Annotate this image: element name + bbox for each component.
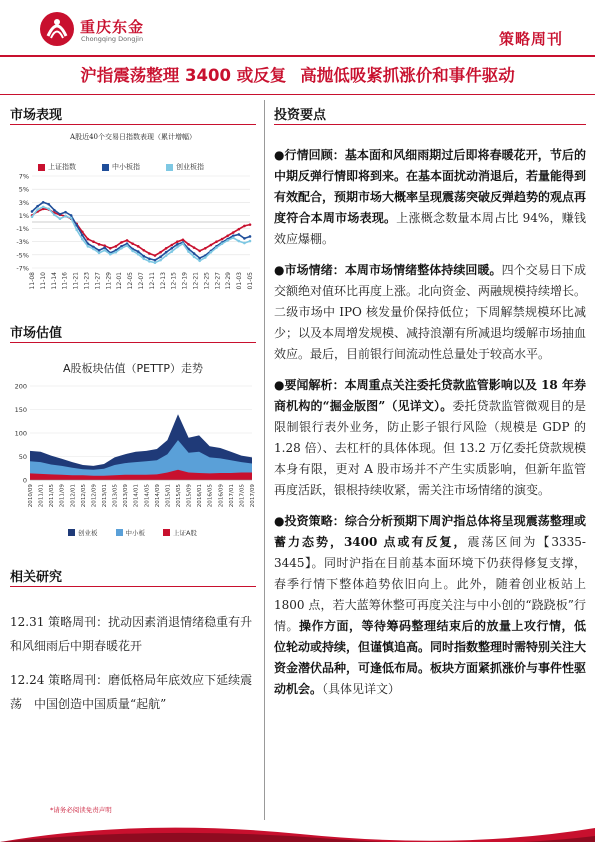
y-tick-label: 150 bbox=[14, 406, 27, 414]
data-point bbox=[210, 251, 213, 254]
paragraph-lead: ●投资策略：综合分析预期下周沪指总体将呈现震荡整理或蓄力态势，3400 点或有反复， bbox=[274, 514, 586, 549]
x-tick-label: 2017/09 bbox=[250, 484, 256, 508]
data-point bbox=[154, 259, 157, 262]
y-tick-label: -1% bbox=[16, 225, 29, 234]
company-subtitle: Chongqing Dongjin bbox=[81, 35, 144, 43]
x-tick-label: 2011/01 bbox=[38, 484, 45, 508]
paragraph-text: 震荡区间为【3335-3445】。同时沪指在目前基本面环境下仍获得修复支撑，春季行情下整体趋势依旧向上。此外，随着创业板站上 1800 点，若大蓝筹休整可再度关注与中小创的“跷跷板”行情。 bbox=[274, 535, 586, 633]
data-point bbox=[165, 247, 168, 250]
data-point bbox=[165, 254, 168, 257]
company-logo bbox=[38, 10, 178, 50]
data-point bbox=[170, 244, 173, 247]
data-point bbox=[193, 256, 196, 259]
data-point bbox=[159, 259, 162, 262]
market-performance-title: 市场表现 bbox=[10, 108, 63, 123]
x-tick-label: 2014/05 bbox=[144, 484, 151, 508]
series-line bbox=[32, 202, 250, 260]
related-research-title: 相关研究 bbox=[10, 570, 63, 585]
data-point bbox=[137, 253, 140, 256]
data-point bbox=[98, 252, 101, 255]
x-tick-label: 2014/01 bbox=[133, 484, 140, 508]
data-point bbox=[36, 205, 39, 208]
data-point bbox=[103, 246, 106, 249]
data-point bbox=[98, 243, 101, 246]
data-point bbox=[170, 247, 173, 250]
data-point bbox=[115, 245, 118, 248]
data-point bbox=[210, 244, 213, 247]
paragraph-note: （具体见详文） bbox=[322, 682, 401, 696]
headline-divider bbox=[0, 94, 595, 95]
disclaimer: *请务必阅读免责声明 bbox=[50, 806, 112, 814]
data-point bbox=[75, 229, 78, 232]
data-point bbox=[126, 244, 129, 247]
data-point bbox=[148, 258, 151, 261]
data-point bbox=[249, 240, 252, 243]
data-point bbox=[193, 252, 196, 255]
data-point bbox=[81, 234, 84, 237]
section-rule bbox=[10, 586, 256, 587]
data-point bbox=[137, 250, 140, 253]
y-tick-label: 50 bbox=[18, 453, 27, 461]
x-tick-label: 11-16 bbox=[61, 272, 69, 290]
x-tick-label: 12-25 bbox=[203, 272, 211, 290]
data-point bbox=[193, 246, 196, 249]
data-point bbox=[176, 246, 179, 249]
x-tick-label: 2015/09 bbox=[186, 484, 193, 508]
y-tick-label: 1% bbox=[18, 211, 29, 220]
index-performance-chart bbox=[8, 132, 258, 312]
data-point bbox=[120, 247, 123, 250]
data-point bbox=[198, 259, 201, 262]
legend-label: 创业板指 bbox=[176, 163, 204, 171]
y-tick-label: 0 bbox=[22, 476, 27, 485]
data-point bbox=[232, 236, 235, 239]
data-point bbox=[221, 238, 224, 241]
paragraph-emphasis: 操作方面，等待筹码整理结束后的放量上攻行情，低位轮动或持续，但谨慎追高。同时指数整理时需特别关注大资金潜伏品种，可逢低布局。板块方面紧抓涨价与事件性驱动机会。 bbox=[274, 619, 587, 696]
legend-item bbox=[68, 528, 98, 537]
x-tick-label: 2016/05 bbox=[207, 484, 214, 508]
paragraph-lead: ●市场情绪：本周市场情绪整体持续回暖。 bbox=[274, 263, 502, 277]
chart-title: A股板块估值（PETTP）走势 bbox=[63, 362, 203, 375]
paragraph-investment-strategy bbox=[274, 511, 586, 700]
legend-swatch bbox=[163, 529, 170, 536]
y-tick-label: -5% bbox=[16, 251, 29, 260]
x-tick-label: 2016/09 bbox=[218, 484, 225, 508]
data-point bbox=[187, 250, 190, 253]
market-valuation-title: 市场估值 bbox=[10, 326, 63, 341]
data-point bbox=[70, 217, 73, 220]
data-point bbox=[142, 258, 145, 261]
data-point bbox=[31, 215, 34, 218]
data-point bbox=[59, 217, 62, 220]
data-point bbox=[120, 241, 123, 244]
data-point bbox=[204, 256, 207, 259]
y-tick-label: -3% bbox=[16, 238, 29, 247]
x-tick-label: 11-29 bbox=[105, 272, 113, 290]
data-point bbox=[64, 211, 67, 214]
legend-item bbox=[163, 528, 197, 537]
investment-points-title: 投资要点 bbox=[274, 108, 327, 123]
y-tick-label: 3% bbox=[18, 198, 29, 207]
data-point bbox=[187, 243, 190, 246]
data-point bbox=[170, 250, 173, 253]
legend-item bbox=[166, 162, 204, 172]
data-point bbox=[47, 208, 50, 211]
data-point bbox=[204, 247, 207, 250]
x-tick-label: 2015/01 bbox=[165, 484, 172, 508]
data-point bbox=[215, 246, 218, 249]
legend-label: 中小板指 bbox=[112, 163, 140, 171]
column-divider bbox=[264, 100, 265, 820]
x-tick-label: 2017/05 bbox=[239, 484, 246, 508]
data-point bbox=[176, 243, 179, 246]
data-point bbox=[165, 251, 168, 254]
data-point bbox=[238, 233, 241, 236]
x-tick-label: 12-05 bbox=[127, 272, 135, 290]
legend-swatch bbox=[38, 164, 45, 171]
x-tick-label: 2013/01 bbox=[102, 484, 108, 508]
legend-swatch bbox=[166, 164, 173, 171]
data-point bbox=[92, 240, 95, 243]
y-tick-label: 5% bbox=[18, 185, 29, 194]
x-tick-label: 2015/05 bbox=[176, 484, 182, 508]
x-tick-label: 12-01 bbox=[116, 272, 124, 290]
y-tick-label: -7% bbox=[16, 264, 29, 273]
data-point bbox=[243, 237, 246, 240]
section-rule bbox=[274, 124, 586, 125]
data-point bbox=[249, 223, 252, 226]
company-name: 重庆东金 bbox=[80, 18, 145, 36]
x-tick-label: 12-15 bbox=[170, 272, 178, 290]
legend-swatch bbox=[116, 529, 123, 536]
data-point bbox=[154, 254, 157, 257]
legend-swatch bbox=[68, 529, 75, 536]
footer-decoration bbox=[0, 822, 595, 842]
x-tick-label: 12-27 bbox=[214, 272, 222, 290]
x-tick-label: 01-05 bbox=[247, 272, 254, 290]
header-divider bbox=[0, 55, 595, 57]
x-tick-label: 2012/01 bbox=[70, 484, 77, 508]
page-headline bbox=[0, 60, 595, 92]
paragraph-lead: ●要闻解析：本周重点关注委托贷款监管影响以及 18 年券商机构的“掘金版图”（见详文）。 bbox=[274, 378, 586, 413]
legend-swatch bbox=[102, 164, 109, 171]
data-point bbox=[243, 225, 246, 228]
x-tick-label: 2012/05 bbox=[80, 484, 87, 508]
paragraph-market-sentiment bbox=[274, 260, 586, 365]
headline-part-2: 高抛低吸紧抓涨价和事件驱动 bbox=[300, 66, 515, 85]
chart-plot-area bbox=[8, 172, 258, 312]
data-point bbox=[98, 249, 101, 252]
data-point bbox=[42, 201, 45, 204]
data-point bbox=[81, 238, 84, 241]
data-point bbox=[221, 242, 224, 245]
data-point bbox=[148, 252, 151, 255]
valuation-chart bbox=[8, 360, 258, 550]
data-point bbox=[36, 208, 39, 211]
y-tick-label: 100 bbox=[14, 429, 27, 438]
x-tick-label: 11-27 bbox=[94, 272, 102, 290]
data-point bbox=[159, 251, 162, 254]
x-tick-label: 12-29 bbox=[225, 272, 233, 290]
data-point bbox=[103, 249, 106, 252]
x-tick-label: 2013/05 bbox=[112, 484, 119, 508]
investment-points-body bbox=[274, 145, 586, 710]
x-tick-label: 2011/05 bbox=[49, 484, 56, 508]
x-tick-label: 11-10 bbox=[39, 272, 47, 290]
x-tick-label: 2011/09 bbox=[59, 484, 66, 508]
data-point bbox=[70, 214, 73, 217]
data-point bbox=[42, 206, 45, 209]
paragraph-text: 委托贷款监管微观目的是限制银行表外业务，防止影子银行风险（规模是 GDP 的 1.28 倍）、去杠杆的具体体现。但 13.2 万亿委托贷款规模本身有限，更对 A 股市场并不产生实质影响，但新年监管再度活跃，银根持续收紧，需关注市场情绪的演变。 bbox=[274, 399, 586, 497]
data-point bbox=[154, 261, 157, 264]
legend-item bbox=[102, 162, 140, 172]
data-point bbox=[87, 238, 90, 241]
data-point bbox=[47, 203, 50, 206]
x-tick-label: 12-07 bbox=[138, 272, 145, 290]
headline-part-1: 沪指震荡整理 3400 或反复 bbox=[80, 66, 287, 85]
x-tick-label: 12-11 bbox=[148, 272, 156, 290]
paragraph-text: 上涨概念数量本周占比 94%，赚钱效应爆棚。 bbox=[274, 211, 586, 246]
data-point bbox=[131, 250, 134, 253]
legend-label: 中小板 bbox=[125, 529, 145, 537]
data-point bbox=[109, 247, 112, 250]
x-tick-label: 11-21 bbox=[72, 272, 80, 290]
data-point bbox=[53, 213, 56, 216]
data-point bbox=[59, 213, 62, 216]
x-tick-label: 2014/09 bbox=[154, 484, 161, 508]
data-point bbox=[215, 240, 218, 243]
chart-plot-area bbox=[8, 380, 258, 530]
data-point bbox=[182, 238, 185, 241]
data-point bbox=[53, 209, 56, 212]
x-tick-label: 12-21 bbox=[192, 272, 200, 290]
x-tick-label: 12-19 bbox=[181, 272, 189, 290]
y-tick-label: 200 bbox=[14, 382, 27, 391]
paragraph-market-review bbox=[274, 145, 586, 250]
data-point bbox=[115, 251, 118, 254]
chart-title: A股近40个交易日指数表现（累计增幅） bbox=[70, 133, 196, 141]
data-point bbox=[137, 245, 140, 248]
x-tick-label: 2017/01 bbox=[228, 484, 235, 508]
x-tick-label: 11-08 bbox=[29, 272, 36, 290]
data-point bbox=[109, 253, 112, 256]
legend-item bbox=[38, 162, 76, 172]
legend-label: 上证A股 bbox=[173, 529, 197, 537]
legend-label: 上证指数 bbox=[48, 163, 76, 171]
data-point bbox=[64, 215, 67, 218]
data-point bbox=[148, 260, 151, 263]
company-logo-icon bbox=[38, 10, 76, 48]
data-point bbox=[232, 231, 235, 234]
data-point bbox=[238, 228, 241, 231]
data-point bbox=[243, 242, 246, 245]
x-tick-label: 2013/09 bbox=[123, 484, 130, 508]
data-point bbox=[226, 239, 229, 242]
section-rule bbox=[10, 124, 256, 125]
paragraph-text: 四个交易日下成交额绝对值环比再度上涨。北向资金、两融规模持续增长。二级市场中 IPO 核发量价保持低位；下周解禁规模环比减少；以及本周增发规模、减持浪潮有所减退均缓解市场抽血效应。最后，目前银行间流动性总量处于较高水平。 bbox=[274, 263, 587, 361]
data-point bbox=[31, 210, 34, 213]
x-tick-label: 2012/09 bbox=[91, 484, 98, 508]
data-point bbox=[87, 245, 90, 248]
x-tick-label: 12-13 bbox=[159, 272, 167, 290]
x-tick-label: 11-23 bbox=[83, 272, 91, 290]
section-rule bbox=[10, 342, 256, 343]
data-point bbox=[182, 242, 185, 245]
data-point bbox=[176, 240, 179, 243]
research-link[interactable]: 12.24 策略周刊：磨低格局年底效应下延续震荡 中国创造中国质量“起航” bbox=[10, 673, 253, 711]
research-link[interactable]: 12.31 策略周刊：扰动因素消退情绪稳重有升 和风细雨后中期春暖花开 bbox=[10, 615, 265, 653]
data-point bbox=[159, 256, 162, 259]
x-tick-label: 2010/09 bbox=[28, 484, 34, 508]
data-point bbox=[92, 248, 95, 251]
x-tick-label: 01-03 bbox=[236, 272, 244, 290]
data-point bbox=[198, 250, 201, 253]
data-point bbox=[238, 240, 241, 243]
x-tick-label: 11-14 bbox=[50, 272, 58, 290]
data-point bbox=[131, 242, 134, 245]
legend-label: 创业板 bbox=[78, 529, 98, 537]
chart-legend bbox=[38, 162, 204, 172]
related-research-list bbox=[10, 610, 265, 726]
legend-item bbox=[116, 528, 146, 537]
paragraph-lead: ●行情回顾：基本面和风细雨期过后即将春暖花开，节后的中期反弹行情即将到来。在基本面扰动消退后，若量能得到有效配合，预期市场大概率呈现震荡突破反弹趋势的观点再度符合本周市场表现。 bbox=[274, 148, 587, 225]
x-tick-label: 2016/01 bbox=[197, 484, 204, 508]
paragraph-news-analysis bbox=[274, 375, 586, 501]
data-point bbox=[249, 235, 252, 238]
report-type: 策略周刊 bbox=[498, 30, 563, 48]
y-tick-label: 7% bbox=[18, 172, 29, 181]
data-point bbox=[126, 239, 129, 242]
data-point bbox=[198, 257, 201, 260]
data-point bbox=[142, 249, 145, 252]
chart-legend bbox=[68, 528, 197, 537]
data-point bbox=[226, 235, 229, 238]
